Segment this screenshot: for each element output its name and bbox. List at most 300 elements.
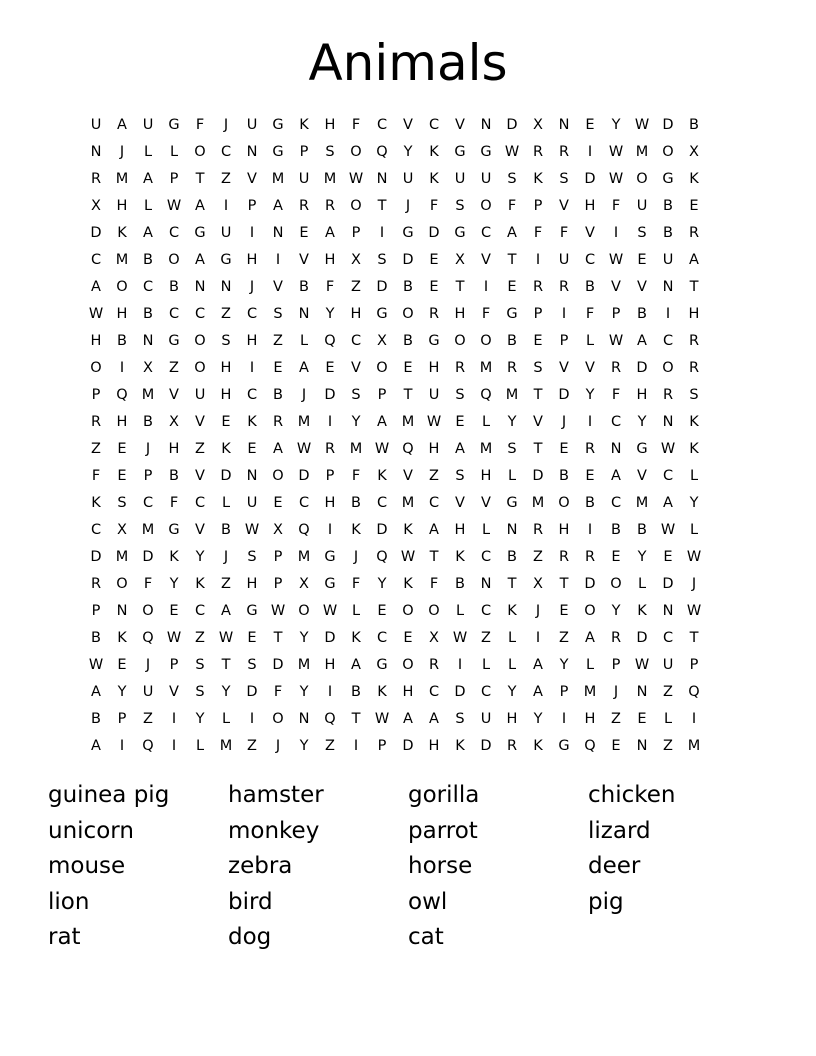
grid-letter: Y (637, 549, 647, 565)
grid-letter: J (145, 441, 151, 457)
grid-letter: O (428, 603, 440, 619)
grid-letter: O (194, 144, 206, 160)
grid-letter: I (171, 711, 177, 727)
word-list (48, 778, 768, 956)
grid-letter: X (91, 198, 101, 214)
grid-letter: C (376, 630, 388, 646)
grid-letter: D (272, 657, 284, 673)
grid-letter: A (585, 630, 595, 646)
grid-letter: R (662, 387, 674, 403)
grid-letter: H (428, 441, 440, 457)
grid-letter: Z (273, 333, 283, 349)
grid-letter: B (351, 684, 361, 700)
grid-letter: I (171, 738, 177, 754)
grid-letter: H (584, 198, 596, 214)
grid-letter: E (377, 603, 387, 619)
grid-letter: U (194, 387, 206, 403)
grid-letter: Y (195, 549, 205, 565)
grid-letter: M (141, 387, 155, 403)
grid-letter: W (660, 522, 676, 538)
grid-letter: Q (142, 738, 154, 754)
grid-letter: O (116, 576, 128, 592)
grid-letter: Q (324, 333, 336, 349)
grid-row (83, 463, 733, 490)
grid-letter: H (246, 576, 258, 592)
grid-letter: E (663, 549, 673, 565)
grid-letter: L (481, 414, 491, 430)
grid-letter: G (506, 495, 518, 511)
grid-letter: J (249, 279, 255, 295)
grid-letter: U (428, 387, 440, 403)
grid-letter: U (246, 495, 258, 511)
grid-letter: C (610, 495, 622, 511)
grid-letter: O (480, 333, 492, 349)
grid-letter: A (273, 198, 283, 214)
grid-letter: G (194, 225, 206, 241)
grid-letter: X (273, 522, 283, 538)
grid-row (83, 598, 733, 625)
grid-letter: U (142, 684, 154, 700)
grid-letter: X (689, 144, 699, 160)
grid-row (83, 679, 733, 706)
grid-letter: O (142, 603, 154, 619)
grid-letter: V (299, 252, 309, 268)
grid-letter: S (273, 306, 283, 322)
grid-letter: A (403, 711, 413, 727)
grid-letter: V (559, 198, 569, 214)
grid-row (83, 517, 733, 544)
grid-letter: N (506, 522, 518, 538)
grid-row (83, 274, 733, 301)
grid-letter: W (88, 657, 104, 673)
grid-letter: N (272, 225, 284, 241)
grid-letter: A (377, 414, 387, 430)
grid-letter: J (119, 144, 125, 160)
grid-letter: Q (480, 387, 492, 403)
grid-letter: N (246, 144, 258, 160)
grid-letter: A (507, 225, 517, 241)
grid-letter: I (457, 657, 463, 673)
grid-letter: X (455, 252, 465, 268)
grid-letter: L (221, 495, 231, 511)
grid-letter: R (532, 522, 544, 538)
grid-letter: X (299, 576, 309, 592)
grid-letter: Q (298, 522, 310, 538)
grid-letter: P (169, 657, 179, 673)
grid-letter: P (559, 684, 569, 700)
grid-letter: K (117, 630, 127, 646)
grid-letter: Y (169, 576, 179, 592)
grid-letter: A (351, 657, 361, 673)
grid-letter: G (324, 549, 336, 565)
grid-letter: W (374, 441, 390, 457)
grid-letter: I (535, 252, 541, 268)
grid-letter: A (429, 522, 439, 538)
grid-letter: J (223, 117, 229, 133)
grid-letter: O (350, 198, 362, 214)
grid-letter: B (143, 306, 153, 322)
grid-letter: Q (116, 387, 128, 403)
grid-letter: V (455, 495, 465, 511)
grid-letter: C (376, 495, 388, 511)
grid-letter: B (351, 495, 361, 511)
grid-letter: I (665, 306, 671, 322)
grid-letter: E (507, 279, 517, 295)
grid-letter: D (428, 225, 440, 241)
word-list-item: dog (228, 924, 272, 951)
grid-letter: B (403, 279, 413, 295)
word-list-item: lion (48, 888, 90, 915)
grid-letter: R (532, 279, 544, 295)
grid-letter: V (455, 117, 465, 133)
grid-letter: O (272, 468, 284, 484)
grid-letter: B (117, 333, 127, 349)
grid-letter: D (246, 684, 258, 700)
grid-letter: I (119, 738, 125, 754)
grid-letter: H (116, 306, 128, 322)
grid-letter: J (535, 603, 541, 619)
grid-letter: C (662, 333, 674, 349)
grid-letter: N (662, 279, 674, 295)
grid-letter: D (402, 738, 414, 754)
grid-letter: L (507, 468, 517, 484)
grid-letter: D (584, 171, 596, 187)
grid-row (83, 247, 733, 274)
grid-letter: C (142, 495, 154, 511)
grid-letter: R (324, 441, 336, 457)
grid-letter: H (350, 306, 362, 322)
grid-letter: Y (637, 414, 647, 430)
grid-letter: W (166, 630, 182, 646)
grid-letter: Y (689, 495, 699, 511)
grid-letter: E (611, 549, 621, 565)
grid-letter: R (610, 360, 622, 376)
grid-letter: T (377, 198, 387, 214)
word-list-item: guinea pig (48, 782, 170, 808)
grid-letter: P (689, 657, 699, 673)
grid-letter: O (90, 360, 102, 376)
grid-letter: G (480, 144, 492, 160)
grid-letter: O (480, 198, 492, 214)
grid-letter: D (584, 576, 596, 592)
grid-letter: P (299, 144, 309, 160)
grid-letter: G (246, 603, 258, 619)
grid-letter: C (428, 684, 440, 700)
grid-letter: E (585, 117, 595, 133)
grid-letter: C (298, 495, 310, 511)
grid-letter: B (91, 711, 101, 727)
grid-letter: V (559, 360, 569, 376)
grid-letter: W (400, 549, 416, 565)
grid-letter: G (324, 576, 336, 592)
grid-row (83, 733, 733, 760)
grid-letter: P (377, 738, 387, 754)
grid-letter: I (561, 711, 567, 727)
grid-letter: G (454, 144, 466, 160)
grid-letter: Q (688, 684, 700, 700)
grid-letter: E (611, 738, 621, 754)
grid-letter: O (454, 333, 466, 349)
word-list-item: zebra (228, 853, 293, 880)
grid-letter: E (273, 360, 283, 376)
grid-letter: M (219, 738, 233, 754)
grid-letter: T (689, 630, 699, 646)
grid-letter: A (91, 738, 101, 754)
letter-grid (83, 112, 733, 760)
grid-letter: F (169, 495, 179, 511)
grid-letter: I (223, 198, 229, 214)
grid-letter: G (272, 144, 284, 160)
grid-letter: Y (299, 684, 309, 700)
grid-letter: T (559, 576, 569, 592)
grid-letter: H (246, 333, 258, 349)
grid-row (83, 382, 733, 409)
grid-letter: F (507, 198, 517, 214)
grid-letter: Y (325, 306, 335, 322)
grid-letter: B (169, 279, 179, 295)
grid-letter: M (401, 414, 415, 430)
grid-letter: J (275, 738, 281, 754)
grid-letter: M (349, 441, 363, 457)
grid-letter: C (194, 495, 206, 511)
grid-letter: M (297, 657, 311, 673)
grid-letter: O (194, 333, 206, 349)
grid-letter: I (587, 414, 593, 430)
grid-letter: P (325, 468, 335, 484)
grid-letter: B (169, 468, 179, 484)
grid-letter: L (663, 711, 673, 727)
grid-letter: C (246, 387, 258, 403)
grid-letter: E (637, 711, 647, 727)
grid-letter: V (585, 360, 595, 376)
grid-letter: G (506, 306, 518, 322)
grid-letter: E (117, 468, 127, 484)
grid-letter: T (195, 171, 205, 187)
grid-letter: J (145, 657, 151, 673)
grid-letter: M (323, 171, 337, 187)
grid-letter: K (221, 441, 231, 457)
word-list-item: owl (408, 888, 448, 915)
grid-letter: R (506, 360, 518, 376)
word-list-item: monkey (228, 817, 320, 844)
grid-letter: X (169, 414, 179, 430)
grid-letter: E (533, 333, 543, 349)
grid-letter: P (533, 198, 543, 214)
grid-letter: W (218, 630, 234, 646)
grid-letter: E (403, 360, 413, 376)
grid-letter: E (299, 225, 309, 241)
grid-letter: T (351, 711, 361, 727)
grid-letter: Z (247, 738, 257, 754)
grid-letter: M (635, 495, 649, 511)
grid-letter: G (454, 225, 466, 241)
grid-letter: I (561, 306, 567, 322)
grid-letter: F (585, 306, 595, 322)
grid-letter: Y (507, 414, 517, 430)
grid-letter: D (480, 738, 492, 754)
grid-letter: Q (376, 144, 388, 160)
grid-letter: N (220, 279, 232, 295)
grid-letter: M (479, 360, 493, 376)
grid-letter: B (689, 117, 699, 133)
grid-letter: V (611, 279, 621, 295)
grid-letter: N (376, 171, 388, 187)
grid-letter: S (559, 171, 569, 187)
grid-letter: S (325, 144, 335, 160)
grid-letter: C (480, 549, 492, 565)
grid-letter: Y (403, 144, 413, 160)
grid-letter: T (273, 630, 283, 646)
grid-letter: V (585, 225, 595, 241)
grid-letter: K (637, 603, 647, 619)
grid-letter: P (351, 225, 361, 241)
grid-letter: O (636, 171, 648, 187)
grid-letter: B (91, 630, 101, 646)
grid-letter: Y (611, 603, 621, 619)
grid-letter: N (662, 603, 674, 619)
grid-letter: G (376, 306, 388, 322)
grid-letter: E (429, 279, 439, 295)
grid-letter: H (506, 711, 518, 727)
grid-letter: B (143, 252, 153, 268)
grid-letter: K (533, 738, 543, 754)
grid-letter: O (298, 603, 310, 619)
grid-letter: O (376, 360, 388, 376)
grid-letter: X (429, 630, 439, 646)
grid-letter: N (558, 117, 570, 133)
grid-letter: V (481, 495, 491, 511)
grid-letter: N (298, 711, 310, 727)
grid-letter: G (220, 252, 232, 268)
grid-letter: Y (611, 117, 621, 133)
grid-letter: C (610, 414, 622, 430)
grid-letter: G (636, 441, 648, 457)
grid-letter: O (610, 576, 622, 592)
grid-letter: V (637, 468, 647, 484)
grid-letter: N (636, 738, 648, 754)
grid-letter: O (402, 657, 414, 673)
grid-letter: Z (351, 279, 361, 295)
grid-letter: E (169, 603, 179, 619)
grid-row (83, 436, 733, 463)
grid-letter: R (532, 144, 544, 160)
grid-letter: S (533, 360, 543, 376)
grid-letter: H (454, 522, 466, 538)
grid-row (83, 139, 733, 166)
grid-letter: Q (376, 549, 388, 565)
grid-letter: K (377, 468, 387, 484)
grid-letter: W (634, 657, 650, 673)
grid-letter: K (533, 171, 543, 187)
grid-letter: B (559, 468, 569, 484)
grid-letter: O (194, 360, 206, 376)
grid-letter: I (535, 630, 541, 646)
grid-letter: A (117, 117, 127, 133)
grid-letter: G (168, 333, 180, 349)
grid-letter: F (429, 198, 439, 214)
grid-letter: V (169, 387, 179, 403)
grid-letter: L (143, 198, 153, 214)
grid-letter: A (455, 441, 465, 457)
grid-letter: F (273, 684, 283, 700)
grid-letter: F (611, 387, 621, 403)
grid-letter: Z (533, 549, 543, 565)
grid-letter: M (115, 171, 129, 187)
grid-letter: L (455, 603, 465, 619)
grid-letter: Y (299, 738, 309, 754)
grid-letter: X (533, 576, 543, 592)
grid-letter: Z (91, 441, 101, 457)
grid-letter: I (613, 225, 619, 241)
grid-letter: O (662, 144, 674, 160)
grid-letter: I (249, 360, 255, 376)
grid-letter: B (663, 198, 673, 214)
grid-letter: F (559, 225, 569, 241)
word-list-item: rat (48, 924, 81, 951)
grid-letter: Q (142, 630, 154, 646)
grid-letter: Y (351, 414, 361, 430)
grid-letter: U (662, 657, 674, 673)
grid-letter: W (348, 171, 364, 187)
grid-letter: I (327, 522, 333, 538)
grid-letter: U (480, 171, 492, 187)
word-list-item: cat (408, 924, 444, 951)
grid-letter: Z (195, 441, 205, 457)
grid-letter: D (90, 225, 102, 241)
grid-row (83, 166, 733, 193)
grid-letter: N (142, 333, 154, 349)
grid-letter: P (247, 198, 257, 214)
grid-letter: S (455, 468, 465, 484)
grid-letter: T (429, 549, 439, 565)
grid-letter: T (403, 387, 413, 403)
grid-letter: P (611, 657, 621, 673)
grid-letter: C (584, 252, 596, 268)
grid-letter: T (533, 441, 543, 457)
grid-letter: Q (402, 441, 414, 457)
grid-letter: G (662, 171, 674, 187)
grid-letter: I (587, 522, 593, 538)
grid-letter: Y (585, 387, 595, 403)
grid-letter: F (351, 468, 361, 484)
grid-letter: Z (325, 738, 335, 754)
grid-letter: Q (584, 738, 596, 754)
grid-letter: B (143, 414, 153, 430)
grid-letter: B (221, 522, 231, 538)
grid-row (83, 193, 733, 220)
grid-letter: A (195, 252, 205, 268)
grid-letter: R (428, 657, 440, 673)
grid-letter: D (558, 387, 570, 403)
grid-letter: C (194, 603, 206, 619)
grid-letter: W (608, 144, 624, 160)
grid-letter: U (480, 711, 492, 727)
grid-letter: E (559, 441, 569, 457)
grid-letter: Z (221, 306, 231, 322)
grid-letter: B (611, 522, 621, 538)
grid-letter: K (455, 549, 465, 565)
grid-letter: C (168, 306, 180, 322)
grid-letter: N (246, 468, 258, 484)
grid-letter: B (403, 333, 413, 349)
grid-letter: L (637, 576, 647, 592)
grid-letter: H (688, 306, 700, 322)
grid-letter: C (662, 468, 674, 484)
grid-letter: O (116, 279, 128, 295)
grid-letter: E (117, 657, 127, 673)
grid-letter: R (454, 360, 466, 376)
grid-letter: N (194, 279, 206, 295)
